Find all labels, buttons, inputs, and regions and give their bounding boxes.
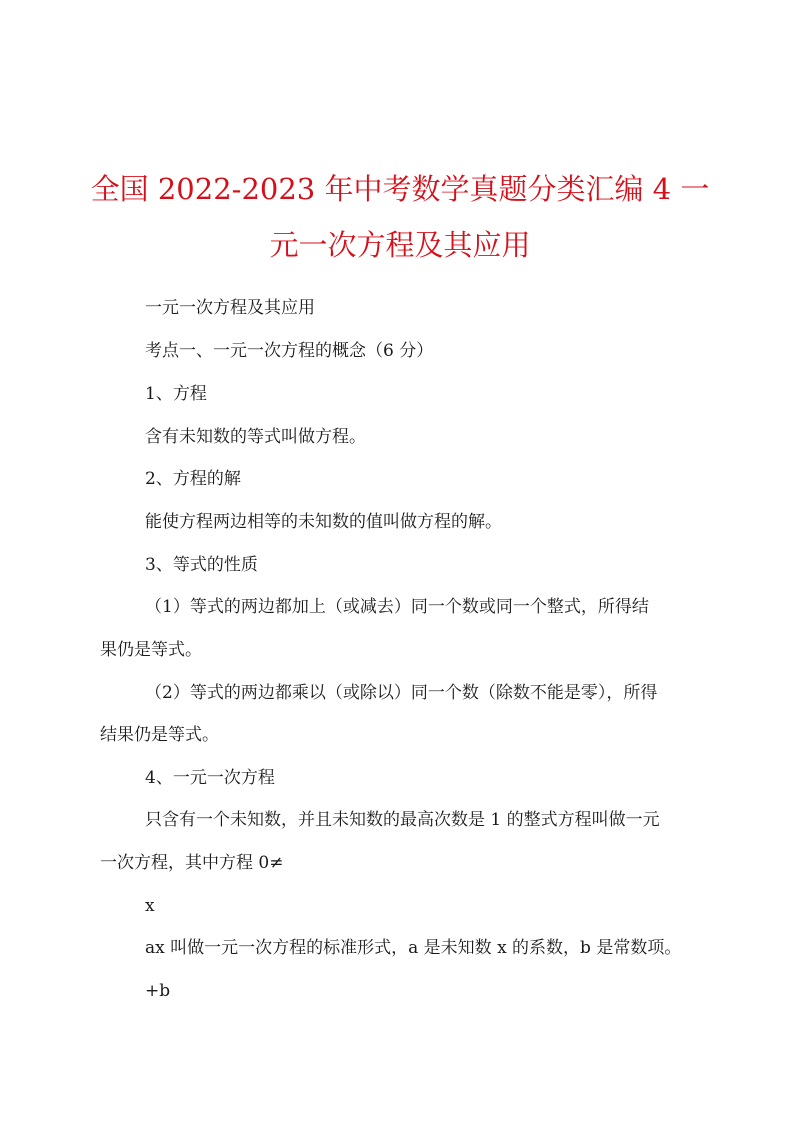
definition-linear-line-2: 一次方程，其中方程 0≠ — [100, 853, 284, 873]
property-1-line-2: 果仍是等式。 — [100, 640, 202, 660]
subheading-equation: 1、方程 — [145, 384, 207, 404]
topic-heading: 考点一、一元一次方程的概念（6 分） — [145, 341, 434, 361]
standard-form-description: ax 叫做一元一次方程的标准形式，a 是未知数 x 的系数，b 是常数项。 — [145, 938, 682, 958]
formula-fragment-b: +b — [145, 981, 171, 1001]
property-2-line-2: 结果仍是等式。 — [100, 725, 219, 745]
section-heading: 一元一次方程及其应用 — [145, 298, 315, 318]
formula-fragment-x: x — [145, 896, 155, 916]
property-1-line-1: （1）等式的两边都加上（或减去）同一个数或同一个整式，所得结 — [145, 597, 649, 617]
document-title-line-2: 元一次方程及其应用 — [269, 228, 531, 262]
definition-equation: 含有未知数的等式叫做方程。 — [145, 427, 366, 447]
property-2-line-1: （2）等式的两边都乘以（或除以）同一个数（除数不能是零），所得 — [145, 683, 658, 703]
definition-linear-line-1: 只含有一个未知数，并且未知数的最高次数是 1 的整式方程叫做一元 — [145, 810, 660, 830]
subheading-properties: 3、等式的性质 — [145, 555, 258, 575]
subheading-solution: 2、方程的解 — [145, 469, 241, 489]
definition-solution: 能使方程两边相等的未知数的值叫做方程的解。 — [145, 512, 502, 532]
document-title-line-1: 全国 2022-2023 年中考数学真题分类汇编 4 一 — [90, 172, 710, 206]
subheading-linear-equation: 4、一元一次方程 — [145, 768, 275, 788]
